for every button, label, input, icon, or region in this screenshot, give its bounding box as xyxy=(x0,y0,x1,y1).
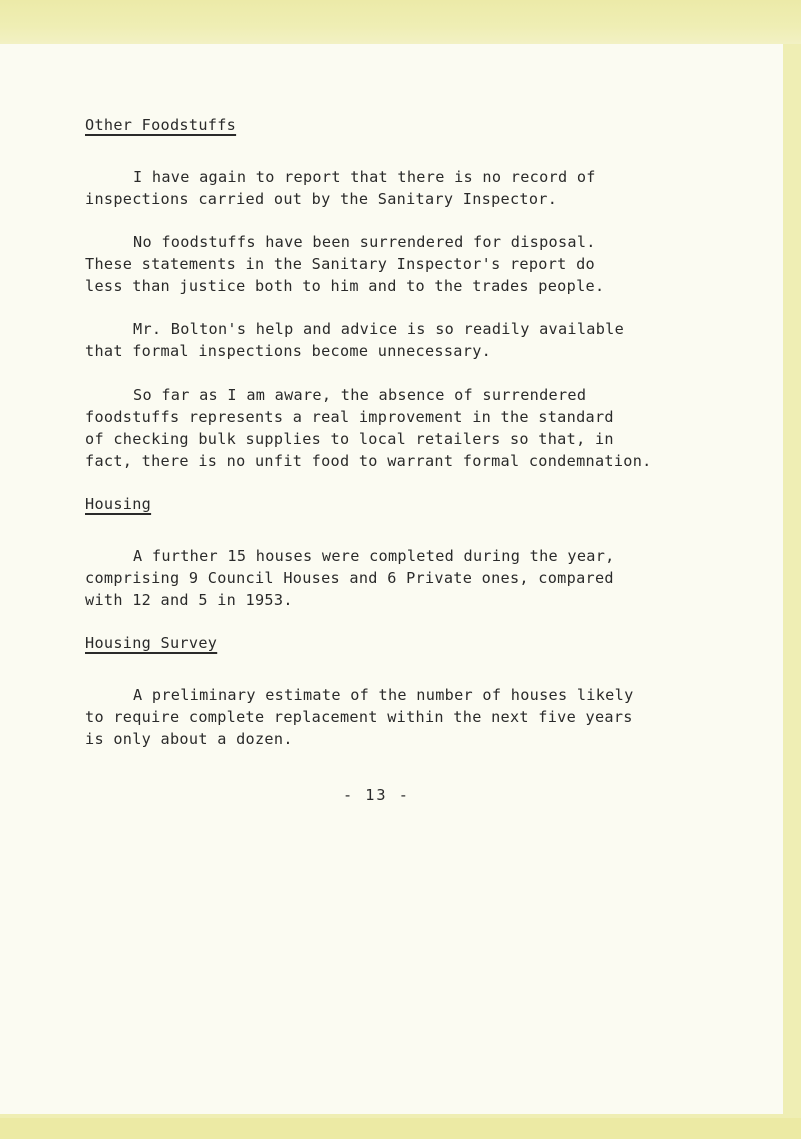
heading-housing-survey: Housing Survey xyxy=(85,634,218,652)
para-line: of checking bulk supplies to local retailers so that, in xyxy=(85,430,614,448)
para-line: These statements in the Sanitary Inspector's report do xyxy=(85,255,595,273)
para-line: that formal inspections become unnecessary. xyxy=(85,342,492,360)
para-line: comprising 9 Council Houses and 6 Private ones, compared xyxy=(85,569,614,587)
para-line: I have again to report that there is no record of xyxy=(133,168,596,186)
para-line: Mr. Bolton's help and advice is so readily available xyxy=(133,320,625,338)
heading-housing: Housing xyxy=(85,495,152,513)
para-line: foodstuffs represents a real improvement in the standard xyxy=(85,408,614,426)
para-line: A preliminary estimate of the number of houses likely xyxy=(133,686,634,704)
para-line: less than justice both to him and to the trades people. xyxy=(85,277,605,295)
para-line: So far as I am aware, the absence of surrendered xyxy=(133,386,587,404)
page-number: - 13 - xyxy=(343,786,410,804)
para-line: with 12 and 5 in 1953. xyxy=(85,591,293,609)
para-line: to require complete replacement within the next five years xyxy=(85,708,633,726)
para-line: A further 15 houses were completed during the year, xyxy=(133,547,615,565)
heading-other-foodstuffs: Other Foodstuffs xyxy=(85,116,237,134)
para-line: inspections carried out by the Sanitary Inspector. xyxy=(85,190,558,208)
para-line: fact, there is no unfit food to warrant formal condemnation. xyxy=(85,452,652,470)
para-line: No foodstuffs have been surrendered for disposal. xyxy=(133,233,596,251)
para-line: is only about a dozen. xyxy=(85,730,293,748)
